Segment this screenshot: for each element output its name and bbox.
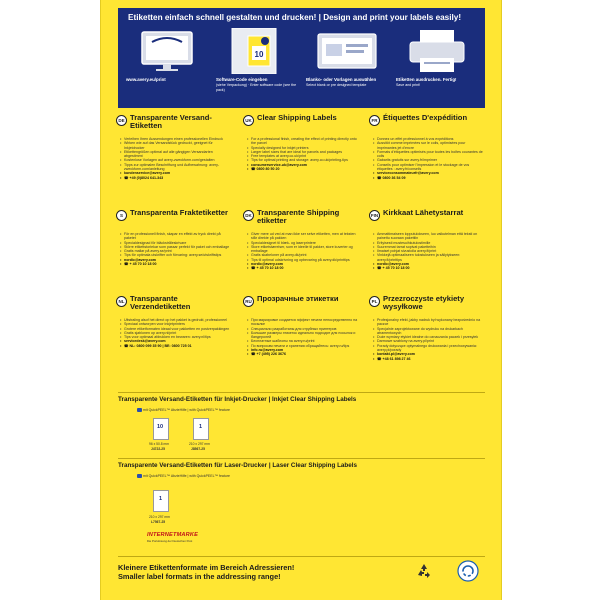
country-badge: DE (116, 115, 127, 126)
step-caption-2: Software-Code eingeben (siehe Verpackung) · Enter software code (see the pack) (216, 77, 297, 92)
country-badge: FIN (369, 210, 380, 221)
section-title: Прозрачные этикетки (257, 294, 339, 303)
divider (118, 458, 485, 459)
quickpeel-icon (137, 474, 142, 478)
bullet-list: • För en professionell finish, skapar en effekt av tryck direkt på paketet • Specialdesignad för bläckstråleskrivare • Större etikettstorlekar som passar perfekt för paket och emballage • Gratis mallar på avery.se/print • Tips för optimala utskrifter och förvaring: avery.se/utskriftstips • nordic@avery.com • ☎ + 45 70 10 18 00 (120, 232, 232, 266)
label-count: 1 (199, 424, 203, 430)
bullet-list: • Giver mere ud ved at man ikke ser selve etiketten, men at teksten står direkte på pakken • Specialdesignet til blæk- og laserprintere • Store etiketstørrelser, som er ideelle til pakker, store kuverter og emballage • Gratis skabeloner på avery.dk/print • Tips til optimal udskrivning og opbevaring på avery.dk/printtips • nordic@avery.com • ☎ + 45 70 10 18 00 (247, 232, 359, 271)
section-title: Przezroczyste etykiety wysyłkowe (383, 294, 465, 311)
product-code: L7567-25 (151, 520, 166, 524)
green-dot-icon (457, 560, 479, 582)
country-badge: FR (369, 115, 380, 126)
step-template (304, 28, 390, 108)
country-badge: DK (243, 210, 254, 221)
step-caption-4: Etiketten ausdrucken. Fertig! Save and print! (396, 77, 457, 87)
bullet-list: • Ammattimaiseen lopputulokseen, luo vaikutelman että teksti on painettu suoraan pakettiin • Erityisesti mustesuihkutulostimille • Suuremmat tarrat sopivat paketteihin • Ilmaiset pohjat sivustolla avery.fi/print • Vinkkejä optimaaliseen tulostukseen ja säilytykseen: avery.fi/printtips • nordic@avery.com • ☎ + 45 70 10 18 00 (373, 232, 485, 271)
label-size: 96 x 50.8 mm (149, 442, 169, 446)
quickpeel-icon (137, 408, 142, 412)
bullet-list: • For a professional finish, creating the effect of printing directly onto the parcel • Specially designed for inkjet printers • Larger label sizes that are ideal for parcels and packages • Free templates at avery.co.uk/print • Tips for optimal printing and storage: avery.co.uk/printing-tips • consumerservice-uk@avery.com • ☎ 0800 80 50 20 (247, 137, 359, 171)
section-title: Transparente Versand-Etiketten (130, 113, 212, 130)
bullet-list: • Profesjonalny efekt, jakby nadruk był wykonany bezpośrednio na paczce • Specjalnie zaprojektowane do wydruku na drukarkach atramentowych • Duże wymiary etykiet idealne do oznaczania paczek i przesyłek • Darmowe szablony na avery.pl/print • Porady dotyczące optymalnego drukowania i przechowywania: avery.pl/porady • kontakt.pl@avery.com • ☎ +48 61 898 27 46 (373, 318, 485, 361)
footer-line-de: Kleinere Etikettenformate im Bereich Adressieren! (118, 563, 295, 572)
section-ru (243, 296, 361, 411)
template-icon (308, 28, 386, 74)
country-badge: RU (243, 296, 254, 307)
section-title: Transparante Verzendetiketten (130, 294, 191, 311)
country-badge: NL (116, 296, 127, 307)
inkjet-title: Transparente Versand-Etiketten für Inkjet-Drucker | Inkjet Clear Shipping Labels (118, 396, 357, 403)
section-title: Étiquettes D'expédition (383, 113, 468, 122)
internetmarke-logo: INTERNETMARKE Die Portolösung der Deutschen Post (147, 532, 199, 543)
product-sheet (100, 0, 502, 600)
step-print (394, 28, 480, 108)
label-count: 10 (157, 424, 164, 430)
label-count: 1 (159, 496, 163, 502)
country-badge: S (116, 210, 127, 221)
section-pl (369, 296, 487, 411)
section-nl (116, 296, 234, 411)
step-code (214, 28, 300, 108)
label-size: 210 x 297 mm (189, 442, 210, 446)
banner (118, 8, 485, 108)
product-code: J8567-25 (191, 447, 205, 451)
step-caption-3: Blanko- oder Vorlagen auswählen Select blank or pre designed template (306, 77, 377, 87)
bullet-list: • При маркировке создается эффект печати непосредственно на посылке • Специально разработаны для струйных принтеров • Большие размеры этикеток идеально подходят для посылок и бандеролей • Бесплатные шаблоны на avery.ru/print • По вопросам печати и хранения обращайтесь: avery.ru/tips • info.ru@avery.com • ☎ +7 (495) 226 3676 (247, 318, 359, 357)
bullet-list: • Donnez un effet professionnel à vos expéditions • Aussitôt comme imprimées sur le colis, optimisées pour imprimantes jet d'encre • Formats d'étiquettes optimisés pour toutes les boîtes courantes de colis • Gabarits gratuits sur avery.fr/imprimer • Conseils pour optimiser l'impression et le stockage de vos étiquettes : avery.fr/conseils • serviceconsommateurfr@avery.com • ☎ 0800 36 54 09 (373, 137, 485, 180)
section-title: Transparente Shipping etiketter (257, 208, 340, 225)
step-monitor (124, 28, 210, 108)
divider (118, 556, 485, 557)
monitor-icon (128, 28, 206, 74)
recycling-icon (415, 562, 433, 580)
svg-text:10: 10 (254, 50, 264, 59)
feature-text: mit QuickPEEL™ AbzieHilfe | with QuickPEEL™ feature (143, 408, 230, 412)
printer-icon (398, 28, 476, 74)
laser-title: Transparente Versand-Etiketten für Laser-Drucker | Laser Clear Shipping Labels (118, 462, 358, 469)
footer-line-en: Smaller label formats in the addressing range! (118, 572, 281, 581)
footer-note (118, 563, 418, 581)
bullet-list: • Uitstraling alsof het direct op het pakket is gedrukt, professioneel • Speciaal ontworpen voor inkjetprinters • Grotere etiketformaten ideaal voor pakketten en postverpakkingen • Gratis sjablonen op avery.nl/print • Tips voor optimaal afdrukken en bewaren: avery.nl/tips • servicedesk@avery.com • ☎ NL: 0800 099 35 90 | BE: 0800 725 01 (120, 318, 232, 348)
section-title: Clear Shipping Labels (257, 113, 337, 122)
section-title: Transparenta Fraktetiketter (130, 208, 228, 217)
label-size: 210 x 297 mm (149, 515, 170, 519)
country-badge: PL (369, 296, 380, 307)
bullet-list: • Verleihen Ihren Aussendungen einen professionellen Eindruck • Wirken wie auf das Versandstück gedruckt, geeignet für Inkjetdrucker • Etikettengrößen optimal auf alle gängigen Versandarten abgestimmt • Kostenlose Vorlagen auf avery-zweckform.com/gestalten • Tipps zur optimalen Beschriftung und Aufbewahrung: avery-zweckform.com/anleitung • kundenservice@avery.com • ☎ +49 (0)8024 641-343 (120, 137, 232, 180)
label-pack-icon (218, 28, 296, 74)
section-title: Kirkkaat Lähetystarrat (383, 208, 464, 217)
feature-text: mit QuickPEEL™ AbzieHilfe | with QuickPEEL™ feature (143, 474, 230, 478)
product-code: J4722-25 (151, 447, 165, 451)
divider (118, 392, 485, 393)
banner-title: Etiketten einfach schnell gestalten und drucken! | Design and print your labels easily! (128, 13, 462, 22)
step-caption-1: www.avery.eu/print (126, 77, 166, 82)
country-badge: UK (243, 115, 254, 126)
